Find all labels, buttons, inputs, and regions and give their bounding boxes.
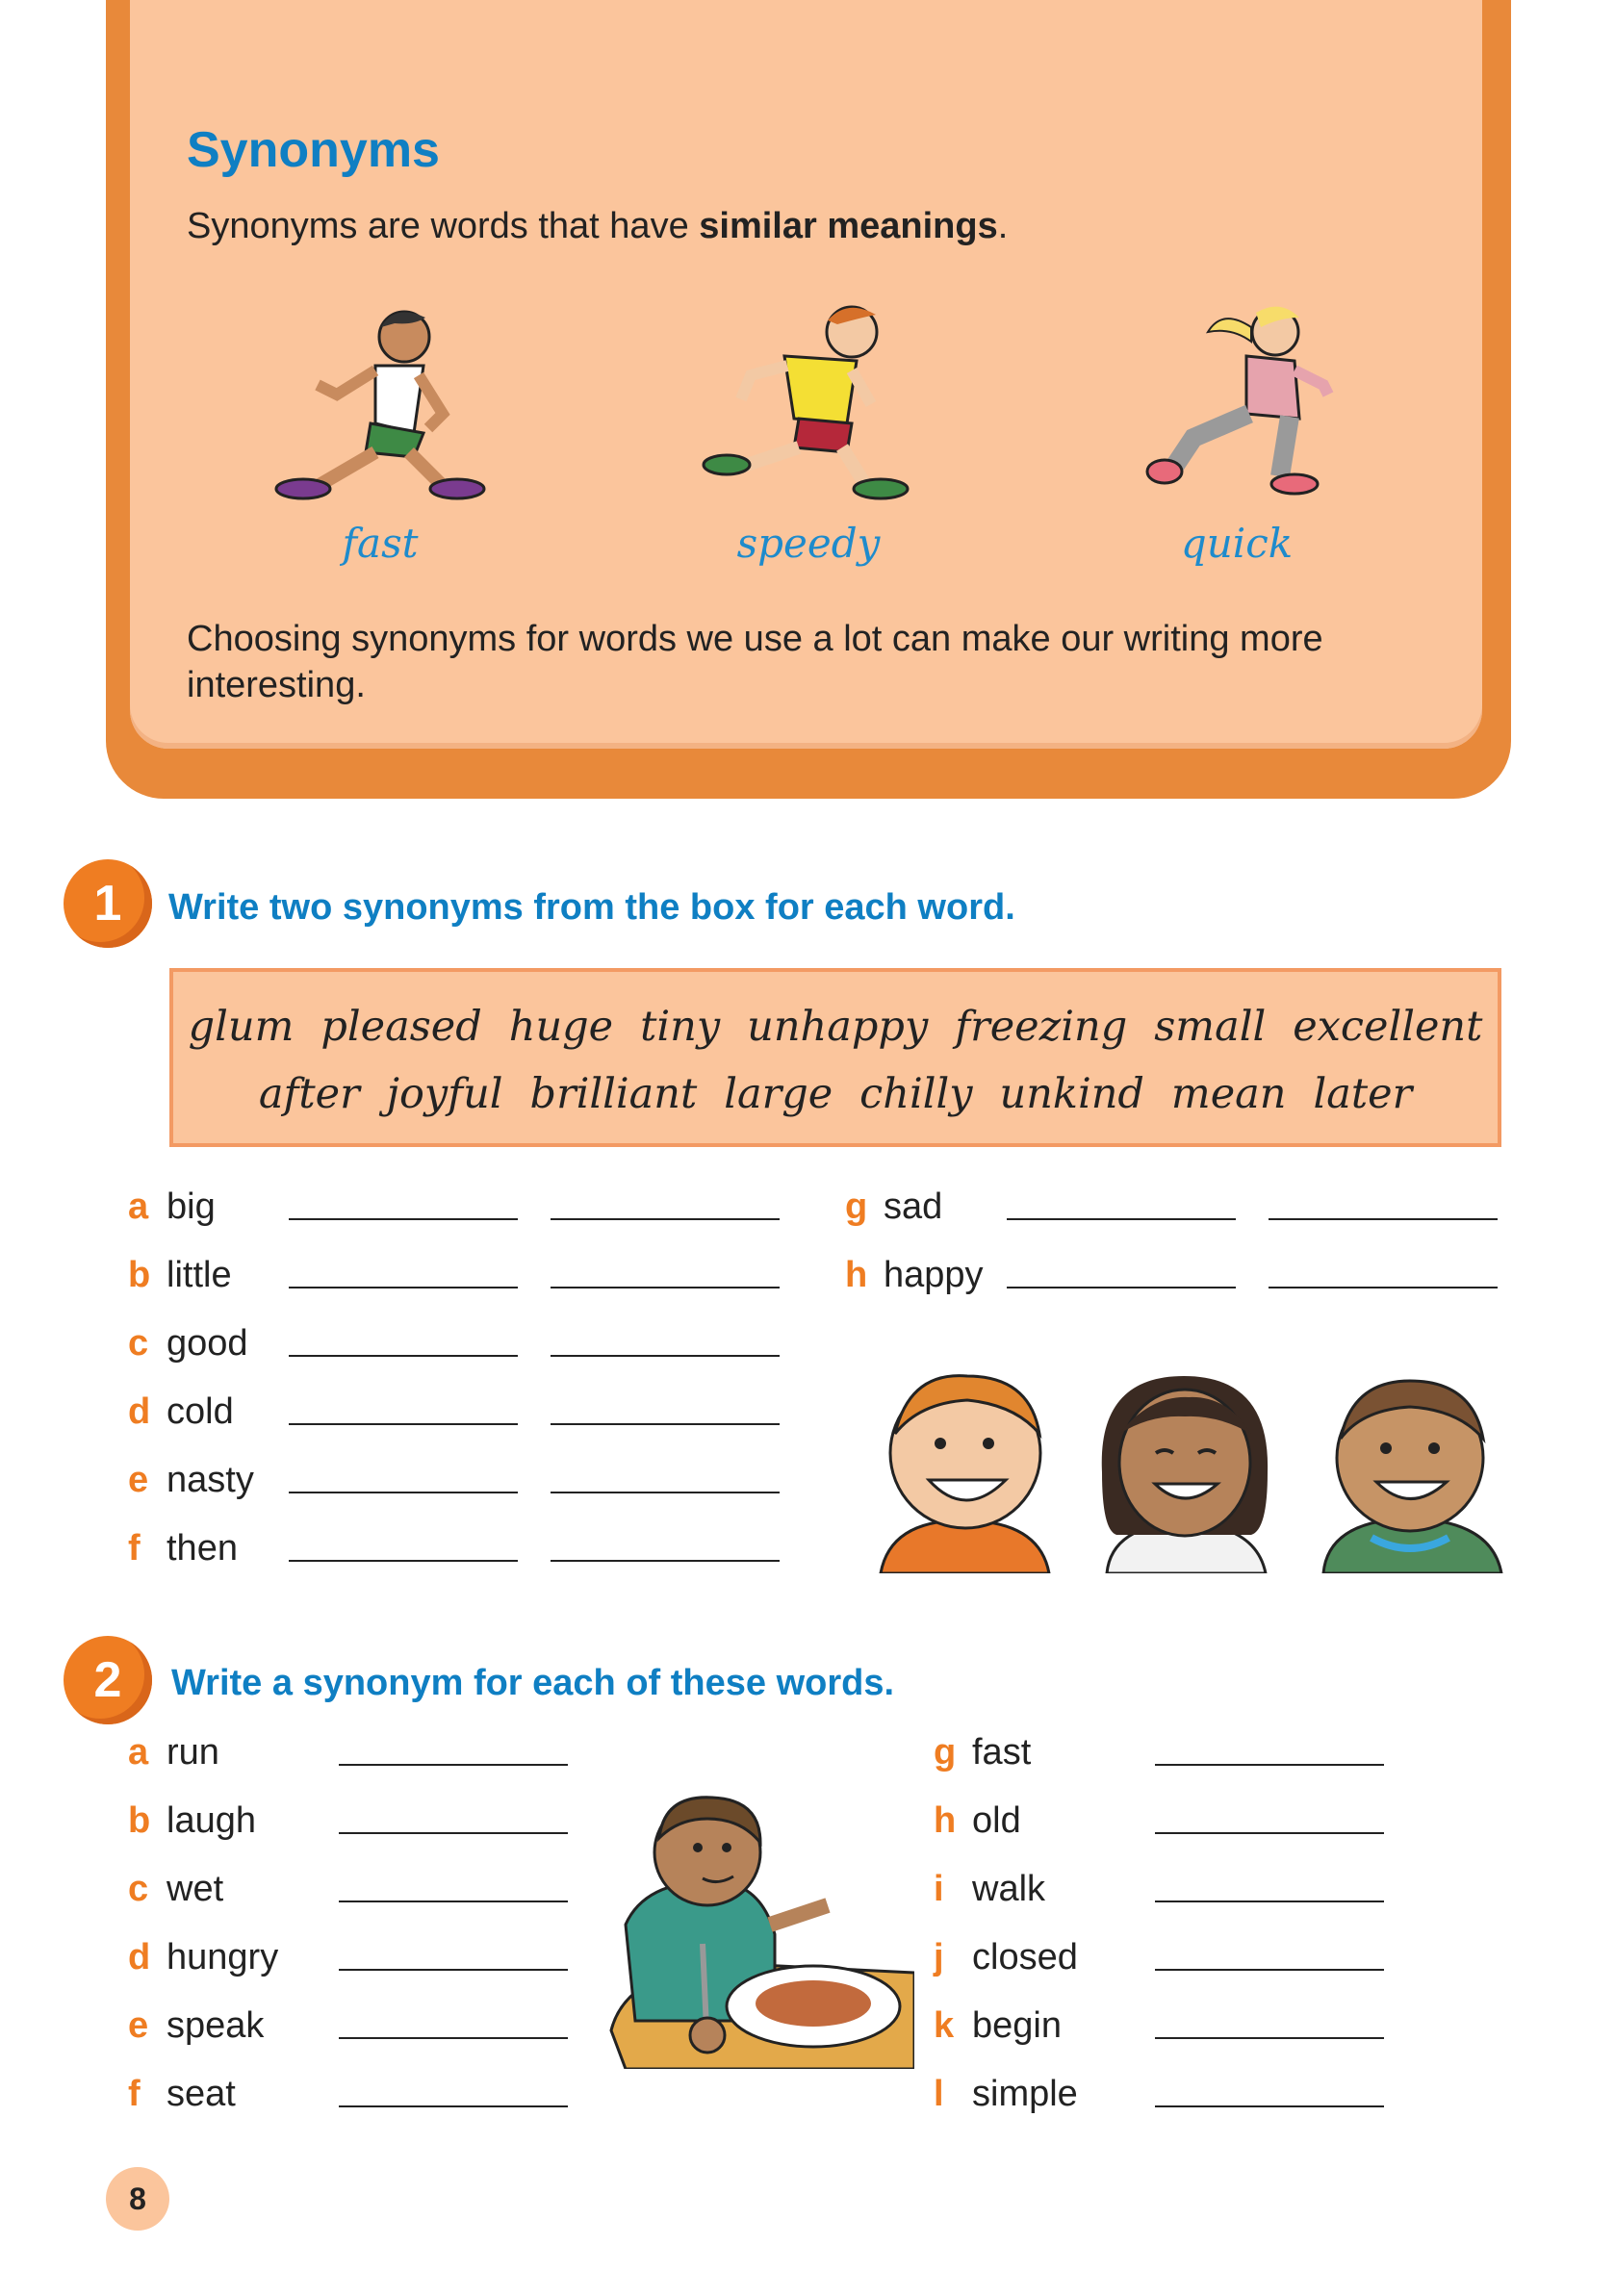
example-word-speedy: speedy [736, 520, 881, 567]
answer-line-a1[interactable] [289, 1218, 518, 1220]
runner-boy-fast-illustration [260, 298, 491, 500]
q2-item-h: h old [934, 1800, 1021, 1841]
word-option: brilliant [529, 1070, 698, 1118]
answer-line-2b[interactable] [339, 1832, 568, 1834]
q2-item-l: l simple [934, 2074, 1078, 2114]
answer-line-d2[interactable] [551, 1423, 780, 1425]
eating-boy-illustration [606, 1790, 914, 2069]
q1-item-c: c good [128, 1323, 248, 1364]
word-option: joyful [386, 1070, 503, 1118]
answer-line-2d[interactable] [339, 1969, 568, 1971]
answer-line-h1[interactable] [1007, 1287, 1236, 1288]
word-option: unkind [999, 1070, 1144, 1118]
word-option: unhappy [747, 1003, 929, 1051]
q1-item-g: g sad [845, 1186, 943, 1227]
page-number: 8 [106, 2167, 169, 2231]
answer-line-e2[interactable] [551, 1492, 780, 1493]
runner-boy-speedy-illustration [693, 293, 914, 500]
q2-item-c: c wet [128, 1869, 224, 1909]
page-title: Synonyms [187, 122, 440, 178]
answer-line-2e[interactable] [339, 2037, 568, 2039]
word-option: huge [508, 1003, 614, 1051]
word-option: glum [188, 1003, 295, 1051]
answer-line-2h[interactable] [1155, 1832, 1384, 1834]
answer-line-d1[interactable] [289, 1423, 518, 1425]
example-word-quick: quick [1180, 520, 1294, 567]
word-box-row-2 [173, 1070, 1498, 1118]
q1-item-f: f then [128, 1528, 238, 1569]
answer-line-2a[interactable] [339, 1764, 568, 1766]
q1-item-e: e nasty [128, 1460, 254, 1500]
word-box-row-1 [173, 1003, 1498, 1051]
word-option: pleased [320, 1003, 482, 1051]
question-2-title: Write a synonym for each of these words. [171, 1663, 895, 1703]
q1-item-h: h happy [845, 1255, 984, 1295]
word-option: mean [1170, 1070, 1287, 1118]
q2-item-k: k begin [934, 2005, 1062, 2046]
word-option: later [1313, 1070, 1413, 1118]
answer-line-b2[interactable] [551, 1287, 780, 1288]
example-word-fast: fast [342, 520, 419, 567]
answer-line-2i[interactable] [1155, 1901, 1384, 1902]
q2-item-f: f seat [128, 2074, 236, 2114]
definition-text: Synonyms are words that have similar meanings. [187, 206, 1009, 246]
q2-item-g: g fast [934, 1732, 1032, 1773]
q2-item-d: d hungry [128, 1937, 279, 1977]
answer-line-2k[interactable] [1155, 2037, 1384, 2039]
answer-line-2c[interactable] [339, 1901, 568, 1902]
question-1-badge: 1 [64, 859, 152, 948]
runner-girl-quick-illustration [1136, 293, 1347, 500]
answer-line-e1[interactable] [289, 1492, 518, 1493]
question-2-badge: 2 [64, 1636, 152, 1724]
q1-item-d: d cold [128, 1391, 234, 1432]
happy-children-illustration [871, 1366, 1506, 1573]
answer-line-c1[interactable] [289, 1355, 518, 1357]
answer-line-g1[interactable] [1007, 1218, 1236, 1220]
answer-line-f2[interactable] [551, 1560, 780, 1562]
answer-line-2l[interactable] [1155, 2105, 1384, 2107]
q1-item-a: a big [128, 1186, 216, 1227]
answer-line-a2[interactable] [551, 1218, 780, 1220]
answer-line-f1[interactable] [289, 1560, 518, 1562]
word-box [169, 968, 1501, 1147]
answer-line-2j[interactable] [1155, 1969, 1384, 1971]
word-option: freezing [955, 1003, 1128, 1051]
answer-line-2f[interactable] [339, 2105, 568, 2107]
intro-note: Choosing synonyms for words we use a lot can make our writing more interesting. [187, 619, 1323, 705]
answer-line-g2[interactable] [1269, 1218, 1498, 1220]
q1-item-b: b little [128, 1255, 232, 1295]
word-option: tiny [640, 1003, 721, 1051]
word-option: chilly [859, 1070, 973, 1118]
q2-item-i: i walk [934, 1869, 1046, 1909]
answer-line-2g[interactable] [1155, 1764, 1384, 1766]
answer-line-c2[interactable] [551, 1355, 780, 1357]
question-1-title: Write two synonyms from the box for each word. [168, 887, 1015, 928]
answer-line-b1[interactable] [289, 1287, 518, 1288]
q2-item-e: e speak [128, 2005, 265, 2046]
q2-item-j: j closed [934, 1937, 1078, 1977]
word-option: large [724, 1070, 833, 1118]
q2-item-b: b laugh [128, 1800, 256, 1841]
word-option: small [1154, 1003, 1267, 1051]
answer-line-h2[interactable] [1269, 1287, 1498, 1288]
word-option: excellent [1293, 1003, 1483, 1051]
word-option: after [258, 1070, 360, 1118]
q2-item-a: a run [128, 1732, 219, 1773]
